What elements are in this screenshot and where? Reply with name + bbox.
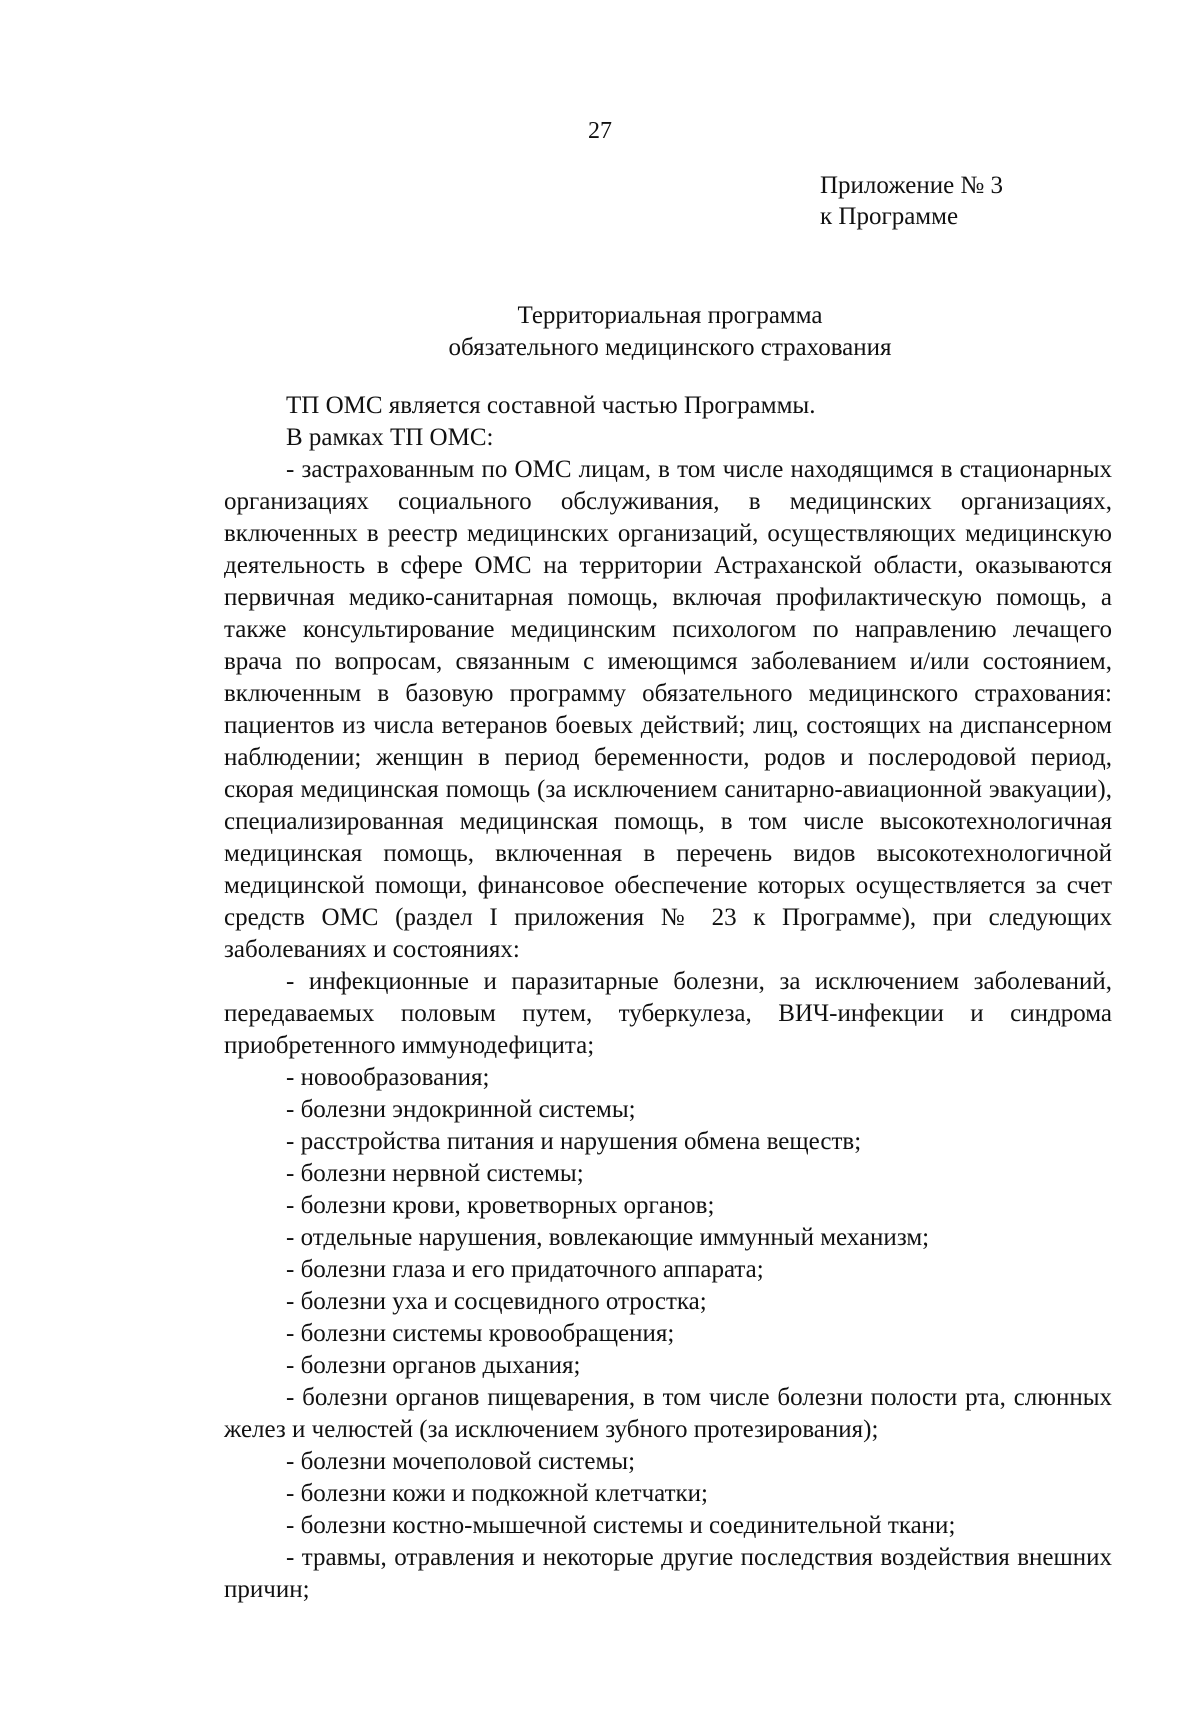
list-item: - новообразования; bbox=[286, 1064, 490, 1091]
list-item: - расстройства питания и нарушения обмена веществ; bbox=[286, 1128, 862, 1155]
document-body bbox=[224, 390, 1112, 1606]
paragraph-scope: В рамках ТП ОМС: bbox=[286, 424, 494, 451]
paragraph-intro: ТП ОМС является составной частью Программы. bbox=[286, 392, 816, 419]
paragraph-insured-care: - застрахованным по ОМС лицам, в том числе находящимся в стационарных организациях социального обслуживания, в медицинских организациях, включенных в реестр медицинских организаций, осуществляющих медицинскую деятельность в сфере ОМС на территории Астраханской области, оказываются первичная медико-санитарная помощь, включая профилактическую помощь, а также консультирование медицинским психологом по направлению лечащего врача по вопросам, связанным с имеющимся заболеванием и/или состоянием, включенным в базовую программу обязательного медицинского страхования: пациентов из числа ветеранов боевых действий; лиц, состоящих на диспансерном наблюдении; женщин в период беременности, родов и послеродовой период, скорая медицинская помощь (за исключением санитарно-авиационной эвакуации), специализированная медицинская помощь, в том числе высокотехнологичная медицинская помощь, включенная в перечень видов высокотехнологичной медицинской помощи, финансовое обеспечение которых осуществляется за счет средств ОМС (раздел I приложения № 23 к Программе), при следующих заболеваниях и состояниях: bbox=[224, 456, 1112, 963]
list-item: - болезни органов пищеварения, в том числе болезни полости рта, слюнных желез и челюстей (за исключением зубного протезирования); bbox=[224, 1384, 1112, 1443]
list-item: - болезни эндокринной системы; bbox=[286, 1096, 636, 1123]
list-item: - инфекционные и паразитарные болезни, за исключением заболеваний, передаваемых половым путем, туберкулеза, ВИЧ-инфекции и синдрома приобретенного иммунодефицита; bbox=[224, 968, 1112, 1059]
title-line-2: обязательного медицинского страхования bbox=[448, 334, 892, 361]
page-number: 27 bbox=[588, 118, 612, 144]
list-item: - болезни крови, кроветворных органов; bbox=[286, 1192, 715, 1219]
list-item: - болезни глаза и его придаточного аппарата; bbox=[286, 1256, 764, 1283]
appendix-line-1: Приложение № 3 bbox=[820, 172, 1004, 199]
appendix-line-2: к Программе bbox=[820, 203, 959, 230]
list-item: - болезни органов дыхания; bbox=[286, 1352, 581, 1379]
list-item: - болезни костно-мышечной системы и соединительной ткани; bbox=[286, 1512, 956, 1539]
appendix-reference bbox=[820, 170, 1003, 232]
list-item: - болезни уха и сосцевидного отростка; bbox=[286, 1288, 707, 1315]
list-item: - болезни кожи и подкожной клетчатки; bbox=[286, 1480, 708, 1507]
document-title bbox=[0, 300, 1200, 364]
list-item: - болезни мочеполовой системы; bbox=[286, 1448, 636, 1475]
list-item: - травмы, отравления и некоторые другие последствия воздействия внешних причин; bbox=[224, 1544, 1112, 1603]
disease-list bbox=[224, 966, 1112, 1606]
list-item: - отдельные нарушения, вовлекающие иммунный механизм; bbox=[286, 1224, 930, 1251]
list-item: - болезни системы кровообращения; bbox=[286, 1320, 675, 1347]
list-item: - болезни нервной системы; bbox=[286, 1160, 584, 1187]
title-line-1: Территориальная программа bbox=[517, 302, 823, 329]
